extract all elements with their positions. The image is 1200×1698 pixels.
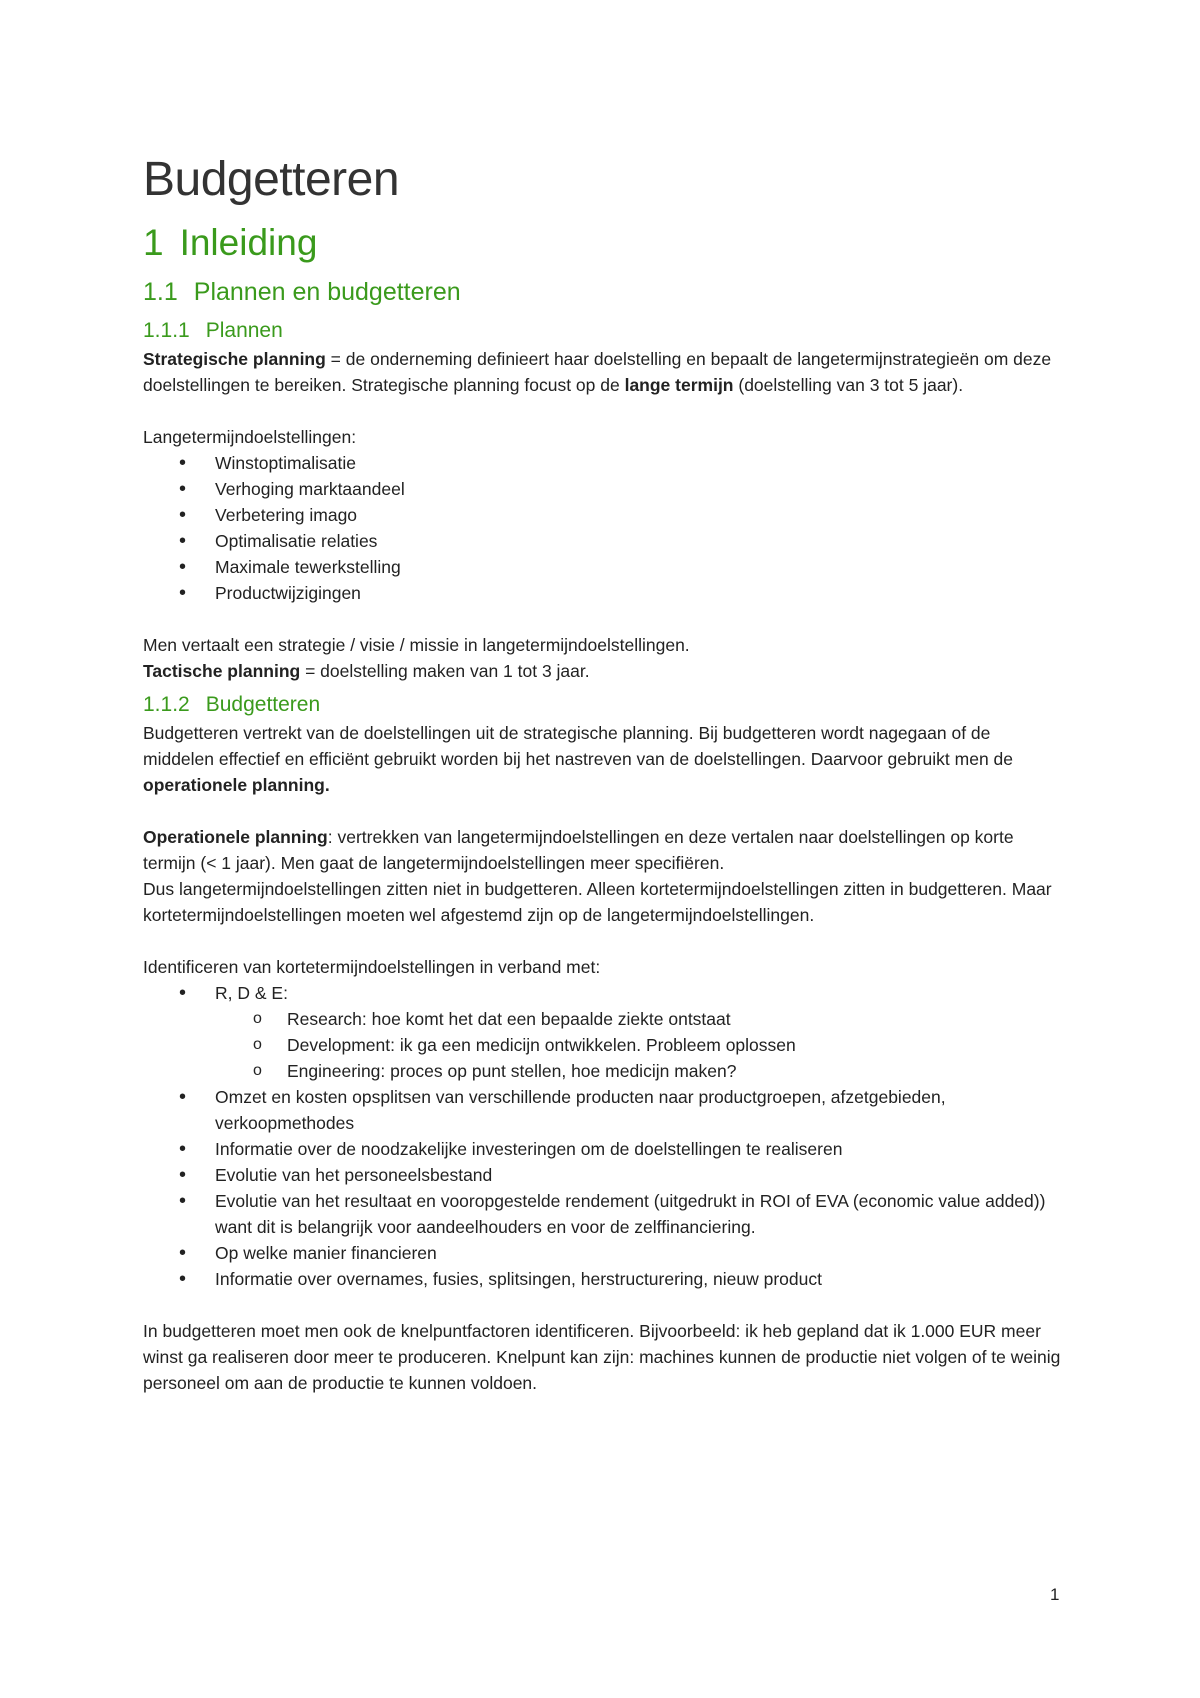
heading-1-1-1 — [143, 316, 1063, 346]
heading-1-1-2 — [143, 690, 1063, 720]
bottleneck-paragraph: In budgetteren moet men ook de knelpuntfactoren identificeren. Bijvoorbeeld: ik heb gepland dat ik 1.000 EUR meer winst ga realiseren door meer te produceren. Knelpunt kan zijn: machines kunnen de productie niet volgen of te weinig personeel om aan de productie te kunnen voldoen. — [143, 1321, 1061, 1393]
sub-list-item: o Engineering: proces op punt stellen, hoe medicijn maken? — [287, 1058, 1063, 1084]
short-term-goals-paragraph: Dus langetermijndoelstellingen zitten niet in budgetteren. Alleen kortetermijndoelstellingen zitten in budgetteren. Maar kortetermijndoelstellingen moeten wel afgestemd zijn op de langetermijndoelstellingen. — [143, 879, 1052, 925]
paragraph-period: . — [324, 775, 330, 795]
heading-1-text: Inleiding — [179, 222, 318, 263]
term-operational-planning: operationele planning — [143, 775, 325, 795]
list-item: • Productwijzigingen — [215, 580, 1063, 606]
spacer — [143, 928, 1063, 954]
document-title: Budgetteren — [143, 153, 400, 206]
heading-1-1-1-number: 1.1.1 — [143, 319, 190, 342]
paragraph-text: Budgetteren vertrekt van de doelstellingen uit de strategische planning. Bij budgetteren wordt nagegaan of de middelen effectief en efficiënt gebruikt worden bij het nastreven van de doelstellingen. Daarvoor gebruikt men de — [143, 723, 1014, 769]
term-operational-planning-def: Operationele planning — [143, 827, 328, 847]
operational-planning-paragraph — [143, 824, 1063, 876]
short-term-goals-intro: Identificeren van kortetermijndoelstellingen in verband met: — [143, 957, 601, 977]
list-item: • Op welke manier financieren — [215, 1240, 1063, 1266]
spacer — [143, 798, 1063, 824]
list-item: • Verhoging marktaandeel — [215, 476, 1063, 502]
heading-1-number: 1 — [143, 222, 164, 263]
list-item: • Optimalisatie relaties — [215, 528, 1063, 554]
list-item: • Winstoptimalisatie — [215, 450, 1063, 476]
list-item: • Evolutie van het resultaat en vooropgestelde rendement (uitgedrukt in ROI of EVA (economic value added)) want dit is belangrijk voor aandeelhouders en voor de zelffinanciering. — [215, 1188, 1063, 1240]
rde-label: R, D & E: — [215, 983, 288, 1003]
list-item — [215, 980, 1063, 1084]
heading-1-1-2-number: 1.1.2 — [143, 693, 190, 716]
document-page — [143, 150, 1063, 1396]
spacer — [143, 1292, 1063, 1318]
heading-1-1-text: Plannen en budgetteren — [193, 278, 461, 306]
budgetting-paragraph — [143, 720, 1063, 798]
heading-1-1-2-text: Budgetteren — [205, 693, 321, 716]
spacer — [143, 606, 1063, 632]
heading-1 — [143, 218, 1063, 268]
term-tactical-planning: Tactische planning — [143, 661, 301, 681]
spacer — [143, 398, 1063, 424]
page-number: 1 — [1050, 1585, 1060, 1604]
paragraph-text: : vertrekken van langetermijndoelstellingen en deze vertalen naar doelstellingen op korte termijn (< 1 jaar). Men gaat de langetermijndoelstellingen meer specifiëren. — [143, 827, 1014, 873]
list-item: • Informatie over de noodzakelijke investeringen om de doelstellingen te realiseren — [215, 1136, 1063, 1162]
short-term-goals-list — [143, 980, 1063, 1292]
strategy-translation-paragraph: Men vertaalt een strategie / visie / missie in langetermijndoelstellingen. — [143, 635, 690, 655]
list-item: • Informatie over overnames, fusies, splitsingen, herstructurering, nieuw product — [215, 1266, 1063, 1292]
list-item: • Omzet en kosten opsplitsen van verschillende producten naar productgroepen, afzetgebieden, verkoopmethodes — [215, 1084, 1063, 1136]
term-strategic-planning: Strategische planning — [143, 349, 326, 369]
heading-1-1-number: 1.1 — [143, 278, 178, 306]
rde-sublist — [215, 1006, 1063, 1084]
term-long-term: lange termijn — [624, 375, 734, 395]
paragraph-text: (doelstelling van 3 tot 5 jaar). — [733, 375, 964, 395]
paragraph-text: = de onderneming definieert haar doelstelling en bepaalt de langetermijnstrategieën om deze doelstellingen te bereiken. Strategische planning focust op de — [143, 349, 1052, 395]
heading-1-1 — [143, 274, 1063, 310]
list-item: • Verbetering imago — [215, 502, 1063, 528]
long-term-goals-list — [143, 450, 1063, 606]
sub-list-item: o Research: hoe komt het dat een bepaalde ziekte ontstaat — [287, 1006, 1063, 1032]
sub-list-item: o Development: ik ga een medicijn ontwikkelen. Probleem oplossen — [287, 1032, 1063, 1058]
list-item: • Maximale tewerkstelling — [215, 554, 1063, 580]
long-term-goals-intro: Langetermijndoelstellingen: — [143, 427, 357, 447]
strategic-planning-paragraph — [143, 346, 1063, 398]
heading-1-1-1-text: Plannen — [205, 319, 283, 342]
tactical-planning-paragraph — [143, 658, 1063, 684]
paragraph-text: = doelstelling maken van 1 tot 3 jaar. — [300, 661, 590, 681]
list-item: • Evolutie van het personeelsbestand — [215, 1162, 1063, 1188]
